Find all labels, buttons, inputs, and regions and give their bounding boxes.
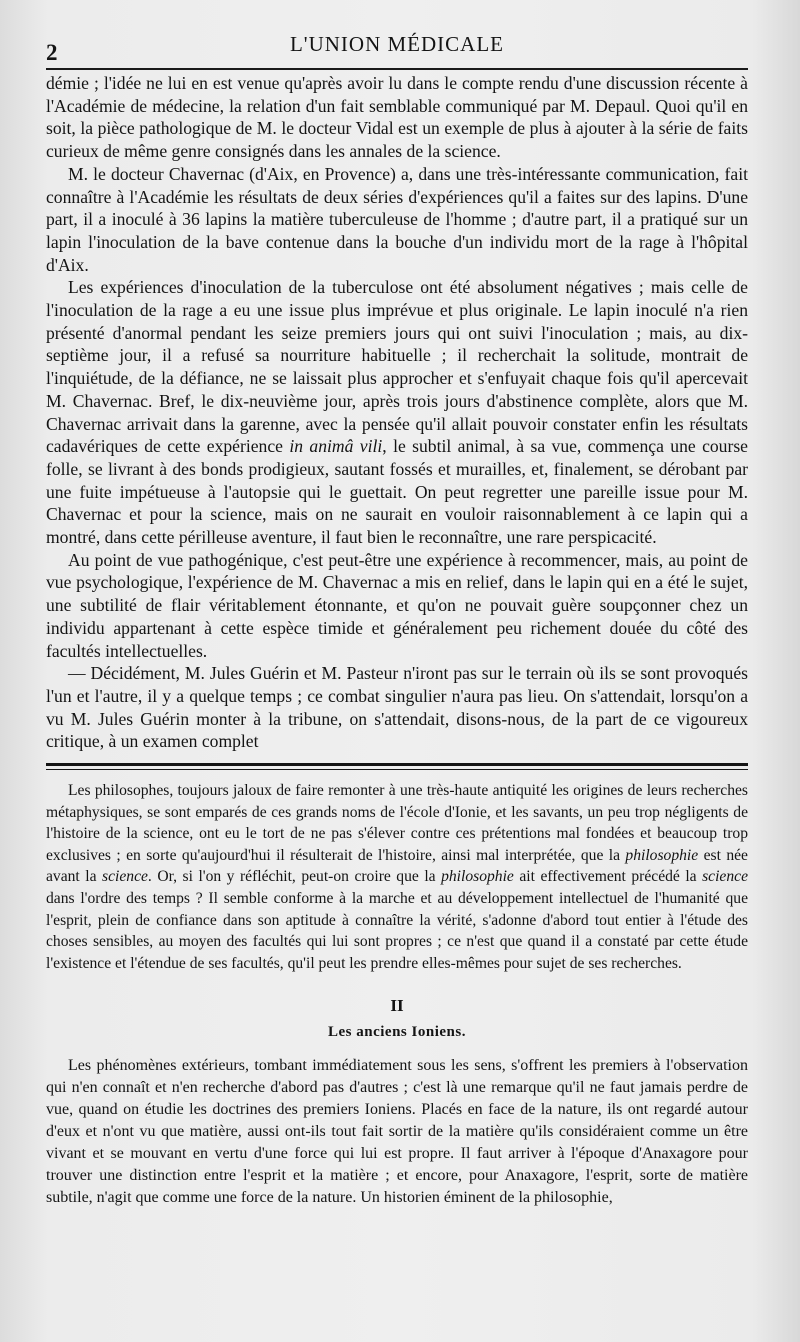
main-article (46, 72, 748, 753)
article-text: , le subtil animal, à sa vue, commença une course folle, se livrant à des bonds prodigieux, sautant fossés et murailles, et, finalement, se dérobant par une fuite impétueuse à l'autopsie qui le guettait. On peut regretter une pareille issue pour M. Chavernac et pour la science, mais on ne saurait en vouloir raisonnablement à ce lapin qui a montré, dans cette périlleuse aventure, il faut bien le reconnaître, une rare perspicacité. (46, 436, 748, 548)
feuilleton-paragraph: Les phénomènes extérieurs, tombant immédiatement sous les sens, s'offrent les premiers à l'observation qui n'en connaît et n'en recherche d'abord pas d'autres ; c'est là une remarque qu'il ne faut jamais perdre de vue, quand on étudie les doctrines des premiers Ioniens. Placés en face de la nature, ils ont regardé autour d'eux et n'ont vu que matière, aussi ont-ils tout fait sortir de la matière qu'ils considéraient comme un être vivant et se mouvant en vertu d'une force qui lui est propre. Il faut arriver à l'époque d'Anaxagore pour trouver une distinction entre l'esprit et la matière ; et encore, pour Anaxagore, l'esprit, sorte de matière subtile, n'agit que comme une force de la nature. Un historien éminent de la philosophie, (46, 1057, 748, 1207)
feuilleton-text: ait effectivement précédé la (519, 868, 697, 886)
feuilleton-body (46, 1055, 748, 1209)
italic-term: science (102, 868, 148, 886)
italic-term: philosophie (441, 868, 514, 886)
article-paragraph: Au point de vue pathogénique, c'est peut-être une expérience à recommencer, mais, au point de vue psychologique, l'expérience de M. Chavernac a mis en relief, dans le lapin qui en a été le sujet, une subtilité de flair véritablement étonnante, et qu'on ne pouvait guère soupçonner chez un individu appartenant à cette espèce timide et généralement peu richement douée du côté des facultés intellectuelles. (46, 549, 748, 661)
article-paragraph: démie ; l'idée ne lui en est venue qu'après avoir lu dans le compte rendu d'une discussion récente à l'Académie de médecine, la relation d'un fait semblable communiqué par M. Depaul. Quoi qu'il en soit, la pièce pathologique de M. le docteur Vidal est un exemple de plus à ajouter à la série de faits curieux de même genre consignés dans les annales de la science. (46, 73, 748, 162)
article-text: Les expériences d'inoculation de la tuberculose ont été absolument négatives ; mais celle de l'inoculation de la rage a eu une issue plus imprévue et plus originale. Le lapin inoculé n'a rien présenté d'anormal pendant les seize premiers jours qui ont suivi l'inoculation ; mais, au dix-septième jour, il a refusé sa nourriture habituelle ; il recherchait la solitude, montrait de l'inquiétude, de la défiance, ne se laissait plus approcher et s'enfuyait chaque fois qu'il apercevait M. Chavernac. Bref, le dix-neuvième jour, après trois jours d'abstinence complète, alors que M. Chavernac arrivait dans la garenne, avec la pensée qu'il allait pouvoir constater enfin les résultats cadavériques de cette expérience (46, 277, 748, 457)
latin-phrase: in animâ vili (289, 436, 383, 457)
page-header (46, 28, 748, 68)
feuilleton-text: dans l'ordre des temps ? Il semble conforme à la marche et au développement intellectuel de l'humanité que l'esprit, plein de confiance dans son aptitude à connaître la vérité, s'adonne d'abord tout entier à l'étude des choses sensibles, au moyen des facultés qui lui sont propres ; ce n'est que quand il a constaté par cette étude l'existence et l'étendue de ses facultés, qu'il peut les prendre elles-mêmes pour sujet de ses recherches. (46, 890, 748, 972)
italic-term: science (702, 868, 748, 886)
feuilleton-paragraph (46, 780, 748, 974)
article-paragraph: M. le docteur Chavernac (d'Aix, en Provence) a, dans une très-intéressante communication, fait connaître à l'Académie les résultats de deux séries d'expériences qu'il a faites sur des lapins. D'une part, il a inoculé à 36 lapins la matière tuberculeuse de l'homme ; d'autre part, il a pratiqué sur un lapin l'inoculation de la bave contenue dans la bouche d'un individu mort de la rage à l'hôpital d'Aix. (46, 163, 748, 275)
section-numeral: II (390, 996, 404, 1016)
feuilleton-text: . Or, si l'on y réfléchit, peut-on croire que la (147, 868, 436, 886)
feuilleton-separator (46, 763, 748, 770)
feuilleton-text: est née avant la (46, 846, 748, 886)
running-title: L'UNION MÉDICALE (289, 32, 504, 56)
article-paragraph: — Décidément, M. Jules Guérin et M. Pasteur n'iront pas sur le terrain où ils se sont provoqués l'un et l'autre, il y a quelque temps ; ce combat singulier n'aura pas lieu. On s'attendait, lorsqu'on a vu M. Jules Guérin monter à la tribune, on s'attendait, disons-nous, de la part de ce vigoureux critique, à un examen complet (46, 663, 748, 752)
feuilleton (46, 780, 748, 1209)
article-paragraph (46, 276, 748, 548)
italic-term: philosophie (625, 846, 699, 864)
section-title: Les anciens Ioniens. (328, 1024, 466, 1041)
feuilleton-text: Les philosophes, toujours jaloux de faire remonter à une très-haute antiquité les origines de leurs recherches métaphysiques, se sont emparés de ces grands noms de l'école d'Ionie, et les savants, un peu trop négligents de l'histoire de la science, ont eu le tort de ne pas s'élever contre ces prétentions mal fondées et beaucoup trop exclusives ; en sorte qu'aujourd'hui il résulterait de l'histoire, ainsi mal interprétée, que la (46, 782, 748, 864)
page-number: 2 (46, 40, 58, 65)
header-rule (46, 68, 748, 70)
